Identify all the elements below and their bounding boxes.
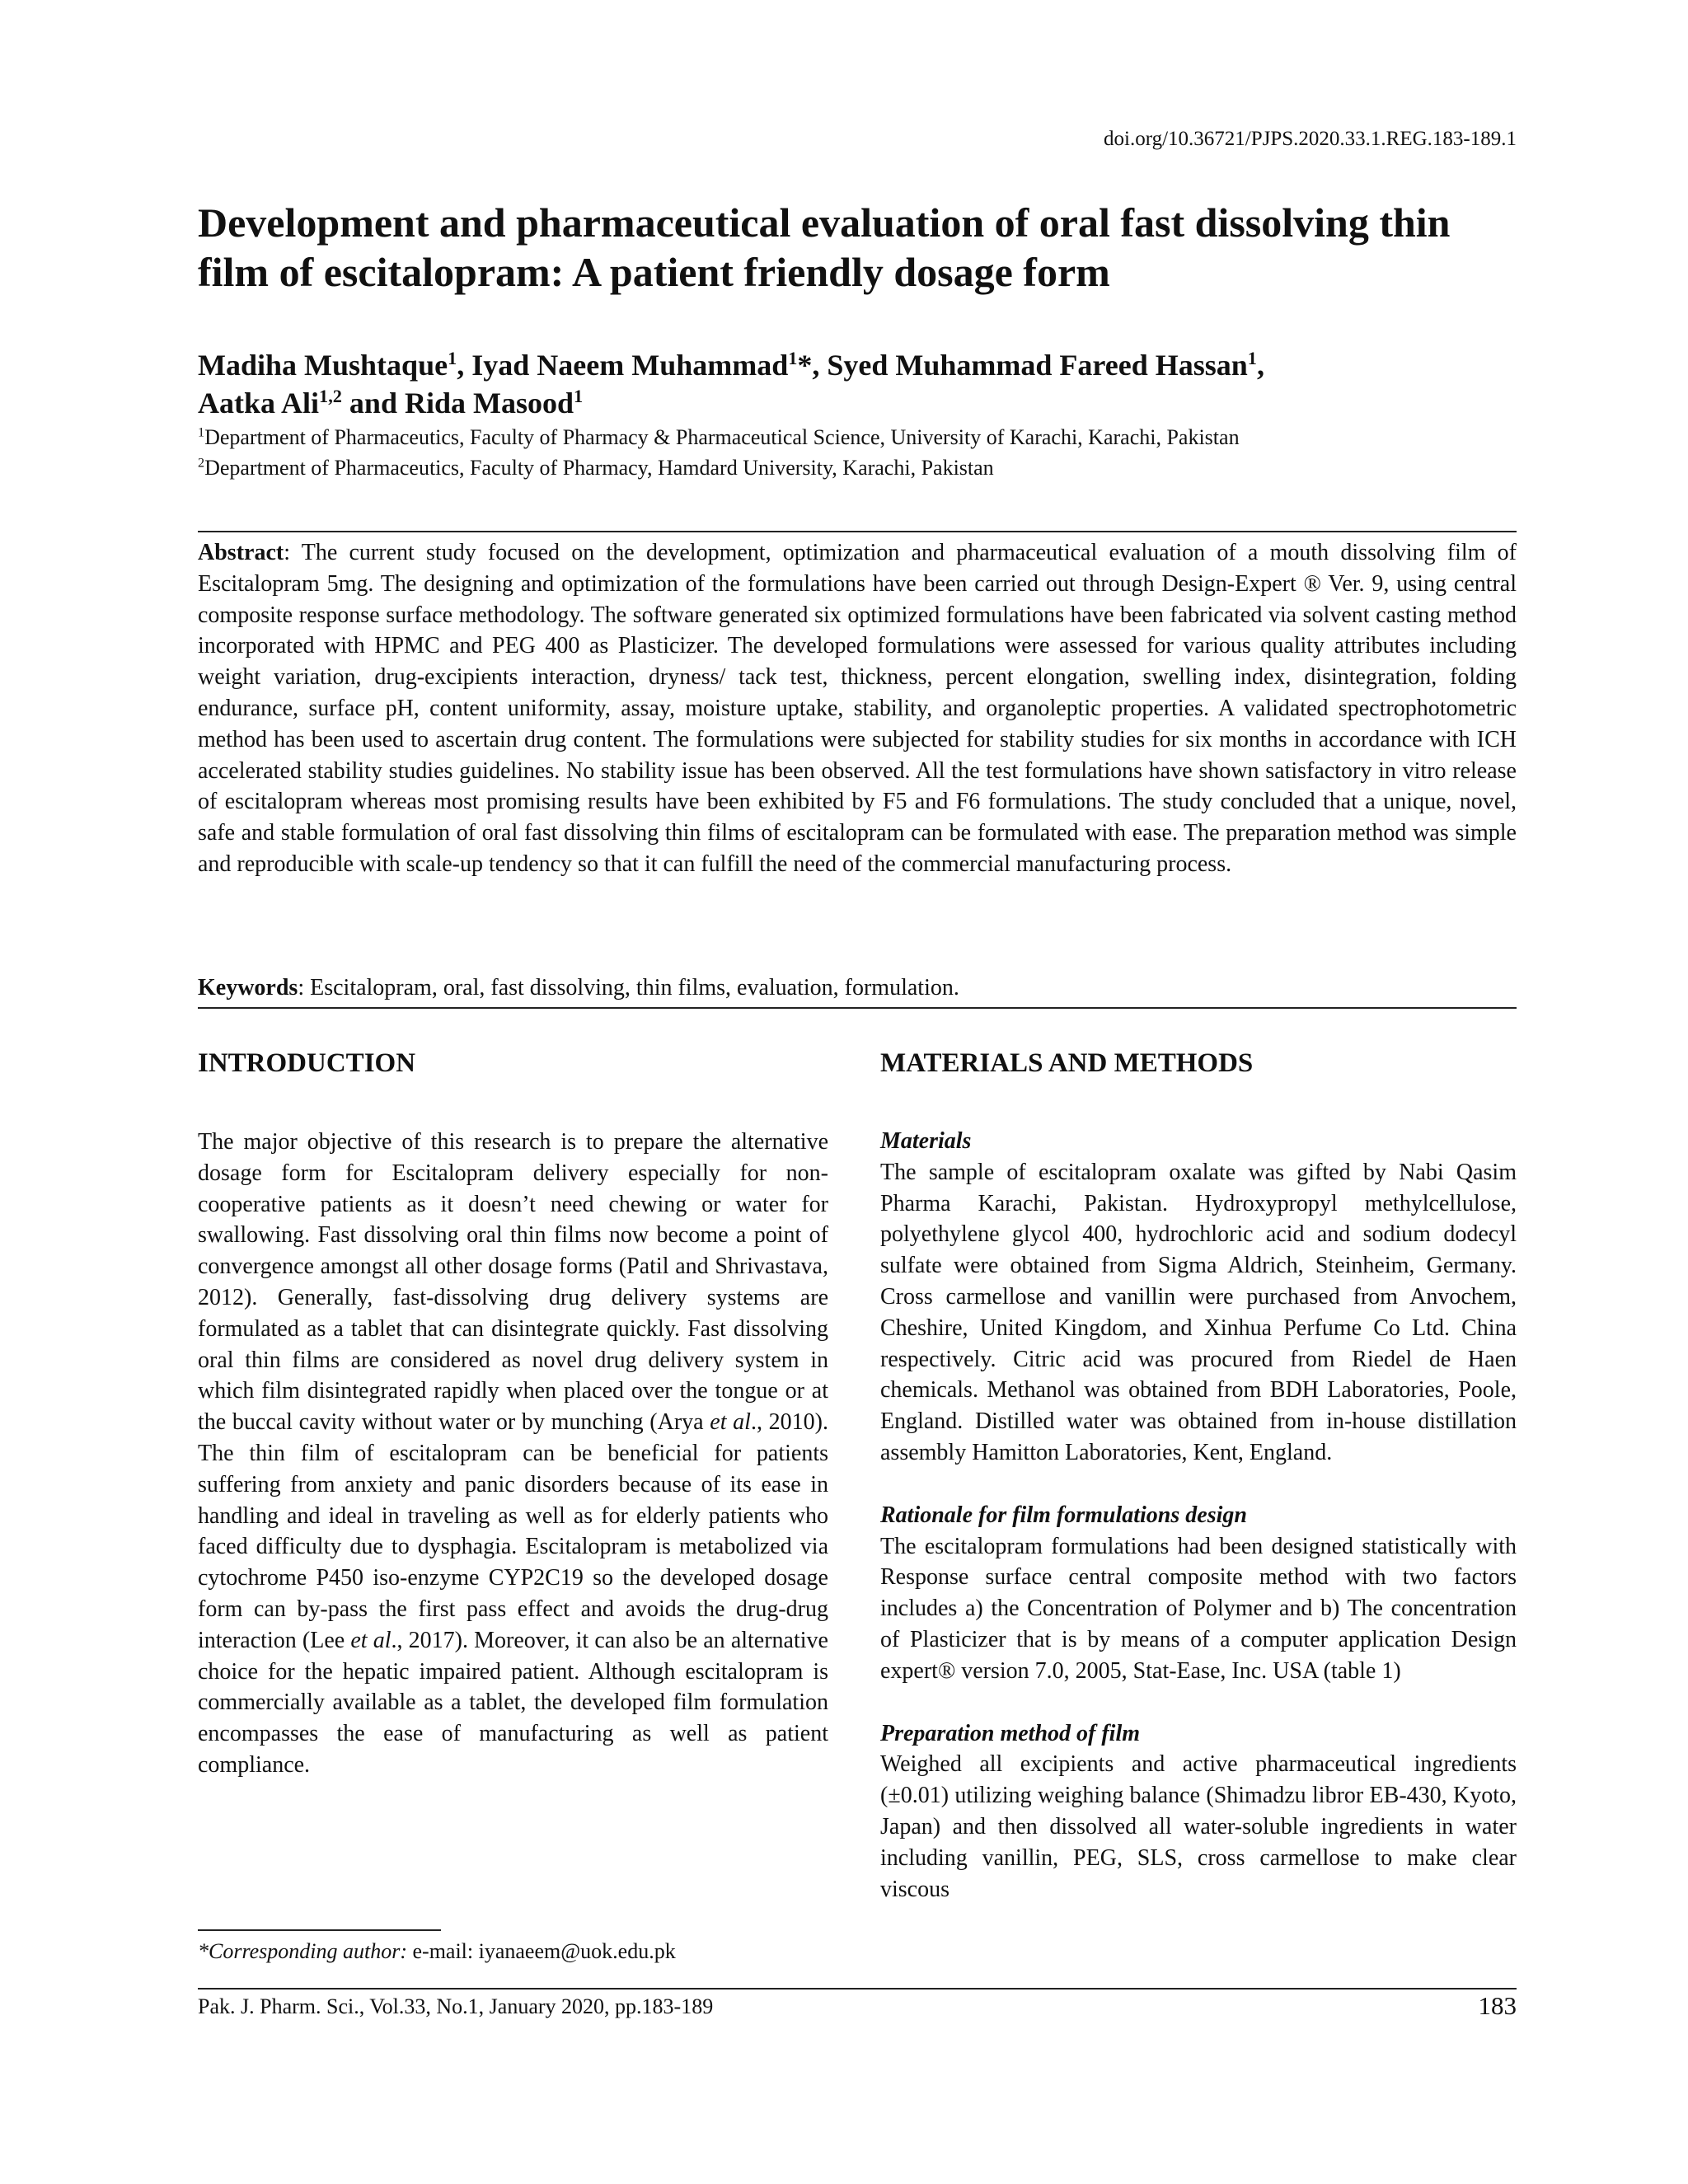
rationale-subheading: Rationale for film formulations design bbox=[880, 1502, 1247, 1528]
abstract-text: : The current study focused on the development, optimization and pharmaceutical evaluation of a mouth dissolving film of Escitalopram 5mg. The designing and optimization of the formulations have been carried out through Design-Expert ® Ver. 9, using central composite response surface methodology. The software generated six optimized formulations have been fabricated via solvent casting method incorporated with HPMC and PEG 400 as Plasticizer. The developed formulations were assessed for various quality attributes including weight variation, drug-excipients interaction, dryness/ tack test, thickness, percent elongation, swelling index, disintegration, folding endurance, surface pH, content uniformity, assay, moisture uptake, stability, and organoleptic properties. A validated spectrophotometric method has been used to ascertain drug content. The formulations were subjected for stability studies for six months in accordance with ICH accelerated stability studies guidelines. No stability issue has been observed. All the test formulations have shown satisfactory in vitro release of escitalopram whereas most promising results have been exhibited by F5 and F6 formulations. The study concluded that a unique, novel, safe and stable formulation of oral fast dissolving thin films of escitalopram can be formulated with ease. The preparation method was simple and reproducible with scale-up tendency so that it can fulfill the need of the commercial manufacturing process. bbox=[198, 540, 1517, 877]
introduction-heading: INTRODUCTION bbox=[198, 1048, 416, 1078]
author-affil-mark: 1 bbox=[448, 348, 457, 368]
author-name: Syed Muhammad Fareed Hassan bbox=[827, 349, 1248, 382]
author-name: Madiha Mushtaque bbox=[198, 349, 448, 382]
keywords-label: Keywords bbox=[198, 975, 298, 1001]
rationale-paragraph: The escitalopram formulations had been designed statistically with Response surface central composite method with two factors includes a) the Concentration of Polymer and b) The concentration of Plasticizer that is by means of a computer application Design expert® version 7.0, 2005, Stat-Ease, Inc. USA (table 1) bbox=[880, 1533, 1517, 1684]
author-affil-mark: 1 bbox=[1247, 348, 1257, 368]
abstract-bottom-rule bbox=[198, 1007, 1517, 1009]
author-name: Iyad Naeem Muhammad bbox=[471, 349, 789, 382]
affiliations bbox=[198, 422, 1517, 483]
methods-heading: MATERIALS AND METHODS bbox=[880, 1048, 1254, 1078]
author-affil-mark: 1 bbox=[574, 386, 584, 406]
footnote-label: *Corresponding author: bbox=[198, 1939, 407, 1963]
footnote-rule bbox=[198, 1929, 441, 1931]
abstract bbox=[198, 537, 1517, 880]
journal-citation: Pak. J. Pharm. Sci., Vol.33, No.1, January 2020, pp.183-189 bbox=[198, 1994, 714, 2018]
materials-subheading: Materials bbox=[880, 1128, 972, 1154]
author-name: Aatka Ali bbox=[198, 387, 320, 419]
left-column bbox=[198, 1047, 828, 1781]
footer-rule bbox=[198, 1988, 1517, 1990]
page-number: 183 bbox=[1478, 1991, 1517, 2020]
introduction-paragraph: The major objective of this research is to prepare the alternative dosage form for Escitalopram delivery especially for non-cooperative patients as it doesn’t need chewing or water for swallowing. Fast dissolving oral thin films now become a point of convergence amongst all other dosage forms (Patil and Shrivastava, 2012). Generally, fast-dissolving drug delivery systems are formulated as a tablet that can disintegrate quickly. Fast dissolving oral thin films are considered as novel drug delivery system in which film disintegrated rapidly when placed over the tongue or at the buccal cavity without water or by munching (Arya et al., 2010). The thin film of escitalopram can be beneficial for patients suffering from anxiety and panic disorders because of its ease in handling and ideal in traveling as well as for elderly patients who faced difficulty due to dysphagia. Escitalopram is metabolized via cytochrome P450 iso-enzyme CYP2C19 so the developed dosage form can by-pass the first pass effect and avoids the drug-drug interaction (Lee et al., 2017). Moreover, it can also be an alternative choice for the hepatic impaired patient. Although escitalopram is commercially available as a tablet, the developed film formulation encompasses the ease of manufacturing as well as patient compliance. bbox=[198, 1129, 828, 1778]
abstract-top-rule bbox=[198, 531, 1517, 532]
affiliation-line: $^1$Department of Pharmaceutics, Faculty of Pharmacy & Pharmaceutical Science, University of Karachi, Karachi, Pakistan bbox=[198, 425, 1240, 449]
doi-line[interactable]: doi.org/10.36721/PJPS.2020.33.1.REG.183-189.1 bbox=[1104, 128, 1517, 150]
author-name: Rida Masood bbox=[404, 387, 574, 419]
keywords bbox=[198, 972, 1517, 1004]
corresponding-author-footnote bbox=[198, 1937, 828, 1966]
corresponding-mark: * bbox=[797, 349, 813, 382]
right-column bbox=[880, 1047, 1517, 1905]
footnote-email[interactable]: e-mail: iyanaeem@uok.edu.pk bbox=[407, 1939, 676, 1963]
paper-title: Development and pharmaceutical evaluation of oral fast dissolving thin film of escitalopram: A patient friendly dosage form bbox=[198, 199, 1451, 295]
affiliation-line: $^2$Department of Pharmaceutics, Faculty of Pharmacy, Hamdard University, Karachi, Pakistan bbox=[198, 456, 994, 480]
author-list: Madiha Mushtaque$^1$, Iyad Naeem Muhammad$^1$*, Syed Muhammad Fareed Hassan$^1$, Aatka Ali$^{1,2}$ and Rida Masood$^1$ bbox=[198, 348, 1264, 419]
keywords-text: : Escitalopram, oral, fast dissolving, thin films, evaluation, formulation. bbox=[298, 975, 959, 1001]
author-affil-mark: 1 bbox=[788, 348, 798, 368]
preparation-paragraph: Weighed all excipients and active pharmaceutical ingredients (±0.01) utilizing weighing balance (Shimadzu libror EB-430, Kyoto, Japan) and then dissolved all water-soluble ingredients in water including vanillin, PEG, SLS, cross carmellose to make clear viscous bbox=[880, 1751, 1517, 1902]
author-affil-mark: 1,2 bbox=[319, 386, 342, 406]
materials-paragraph: The sample of escitalopram oxalate was gifted by Nabi Qasim Pharma Karachi, Pakistan. Hydroxypropyl methylcellulose, polyethylene glycol 400, hydrochloric acid and sodium dodecyl sulfate were obtained from Sigma Aldrich, Steinheim, Germany. Cross carmellose and vanillin were purchased from Anvochem, Cheshire, United Kingdom, and Xinhua Perfume Co Ltd. China respectively. Citric acid was procured from Riedel de Haen chemicals. Methanol was obtained from BDH Laboratories, Poole, England. Distilled water was obtained from in-house distillation assembly Hamitton Laboratories, Kent, England. bbox=[880, 1159, 1517, 1465]
abstract-label: Abstract bbox=[198, 540, 284, 565]
preparation-subheading: Preparation method of film bbox=[880, 1720, 1140, 1746]
